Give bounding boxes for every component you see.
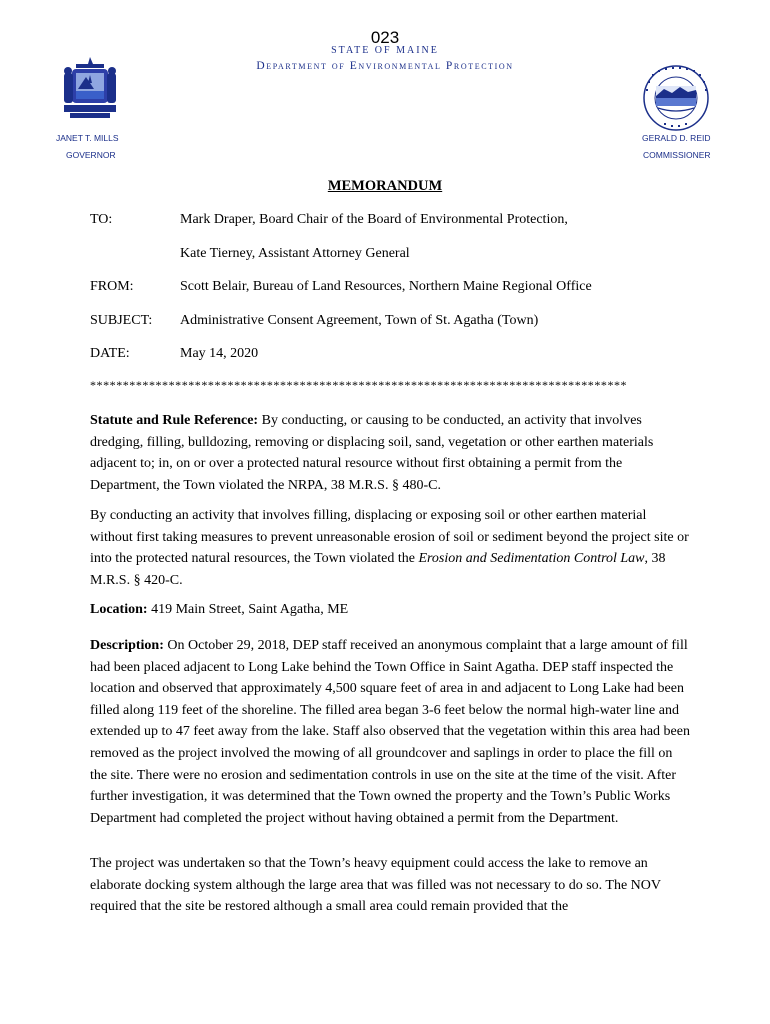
erosion-tail: , 38 M.R.S. § 420-C. <box>90 551 666 588</box>
erosion-text: By conducting an activity that involves filling, displacing or exposing soil or other earthen material without first taking measures to prevent unreasonable erosion of soil or sediment beyond the project site or into the protected natural resources, the Town violated the <box>90 508 689 567</box>
to-label: TO: <box>90 212 113 227</box>
from-label: FROM: <box>90 279 134 294</box>
statute-paragraph <box>90 410 690 496</box>
description-heading: Description: <box>90 638 164 653</box>
date-value: May 14, 2020 <box>180 346 259 361</box>
subject-label: SUBJECT: <box>90 313 153 328</box>
location-paragraph <box>90 599 690 621</box>
statute-text: By conducting, or causing to be conducted, an activity that involves dredging, filling, bulldozing, removing or displacing soil, sand, vegetation or other earthen materials adjacent to; in, on or over a protected natural resource without first obtaining a permit from the Department, the Town violated the NRPA, 38 M.R.S. § 480-C. <box>90 413 654 493</box>
commissioner-title: COMMISSIONER <box>643 150 711 160</box>
state-seal-icon <box>60 55 120 121</box>
erosion-law-name: Erosion and Sedimentation Control Law <box>418 551 645 567</box>
governor-name: JANET T. MILLS <box>56 133 119 143</box>
subject-value: Administrative Consent Agreement, Town of St. Agatha (Town) <box>180 313 539 328</box>
memo-title: MEMORANDUM <box>327 178 443 194</box>
description-paragraph <box>90 635 690 829</box>
to-value: Mark Draper, Board Chair of the Board of Environmental Protection, <box>180 212 568 227</box>
statute-heading: Statute and Rule Reference: <box>90 413 259 428</box>
commissioner-name: GERALD D. REID <box>642 133 711 143</box>
page-number: 023 <box>370 28 400 47</box>
state-heading: STATE OF MAINE <box>331 45 439 56</box>
to-value-2: Kate Tierney, Assistant Attorney General <box>180 246 410 261</box>
location-text: 419 Main Street, Saint Agatha, ME <box>147 602 349 617</box>
governor-title: GOVERNOR <box>66 150 116 160</box>
from-value: Scott Belair, Bureau of Land Resources, Northern Maine Regional Office <box>180 279 592 294</box>
location-heading: Location: <box>90 602 148 617</box>
erosion-paragraph <box>90 505 690 591</box>
project-paragraph <box>90 853 690 918</box>
description-text: On October 29, 2018, DEP staff received an anonymous complaint that a large amount of fill had been placed adjacent to Long Lake behind the Town Office in Saint Agatha. DEP staff inspected the location and observed that approximately 4,500 square feet of area in and adjacent to Long Lake had been filled along 119 feet of the shoreline. The filled area began 3-6 feet below the normal high-water line and extended up to 47 feet away from the lake. Staff also observed that the vegetation within this area had been removed as the project involved the mowing of all groundcover and saplings in order to place the fill on the site. There were no erosion and sedimentation controls in use on the site at the time of the visit. After further investigation, it was determined that the Town owned the property and the Town’s Public Works Department had completed the project without having obtained a permit from the Department. <box>90 638 690 826</box>
project-text: The project was undertaken so that the Town’s heavy equipment could access the lake to remove an elaborate docking system although the large area that was filled was not necessary to do so. The NOV required that the site be restored although a small area could remain provided that the <box>90 856 661 915</box>
separator-line: ********************************************************************************** <box>90 378 628 392</box>
date-label: DATE: <box>90 346 130 361</box>
department-heading: Department of Environmental Protection <box>256 60 514 72</box>
dep-seal-icon <box>642 64 710 132</box>
